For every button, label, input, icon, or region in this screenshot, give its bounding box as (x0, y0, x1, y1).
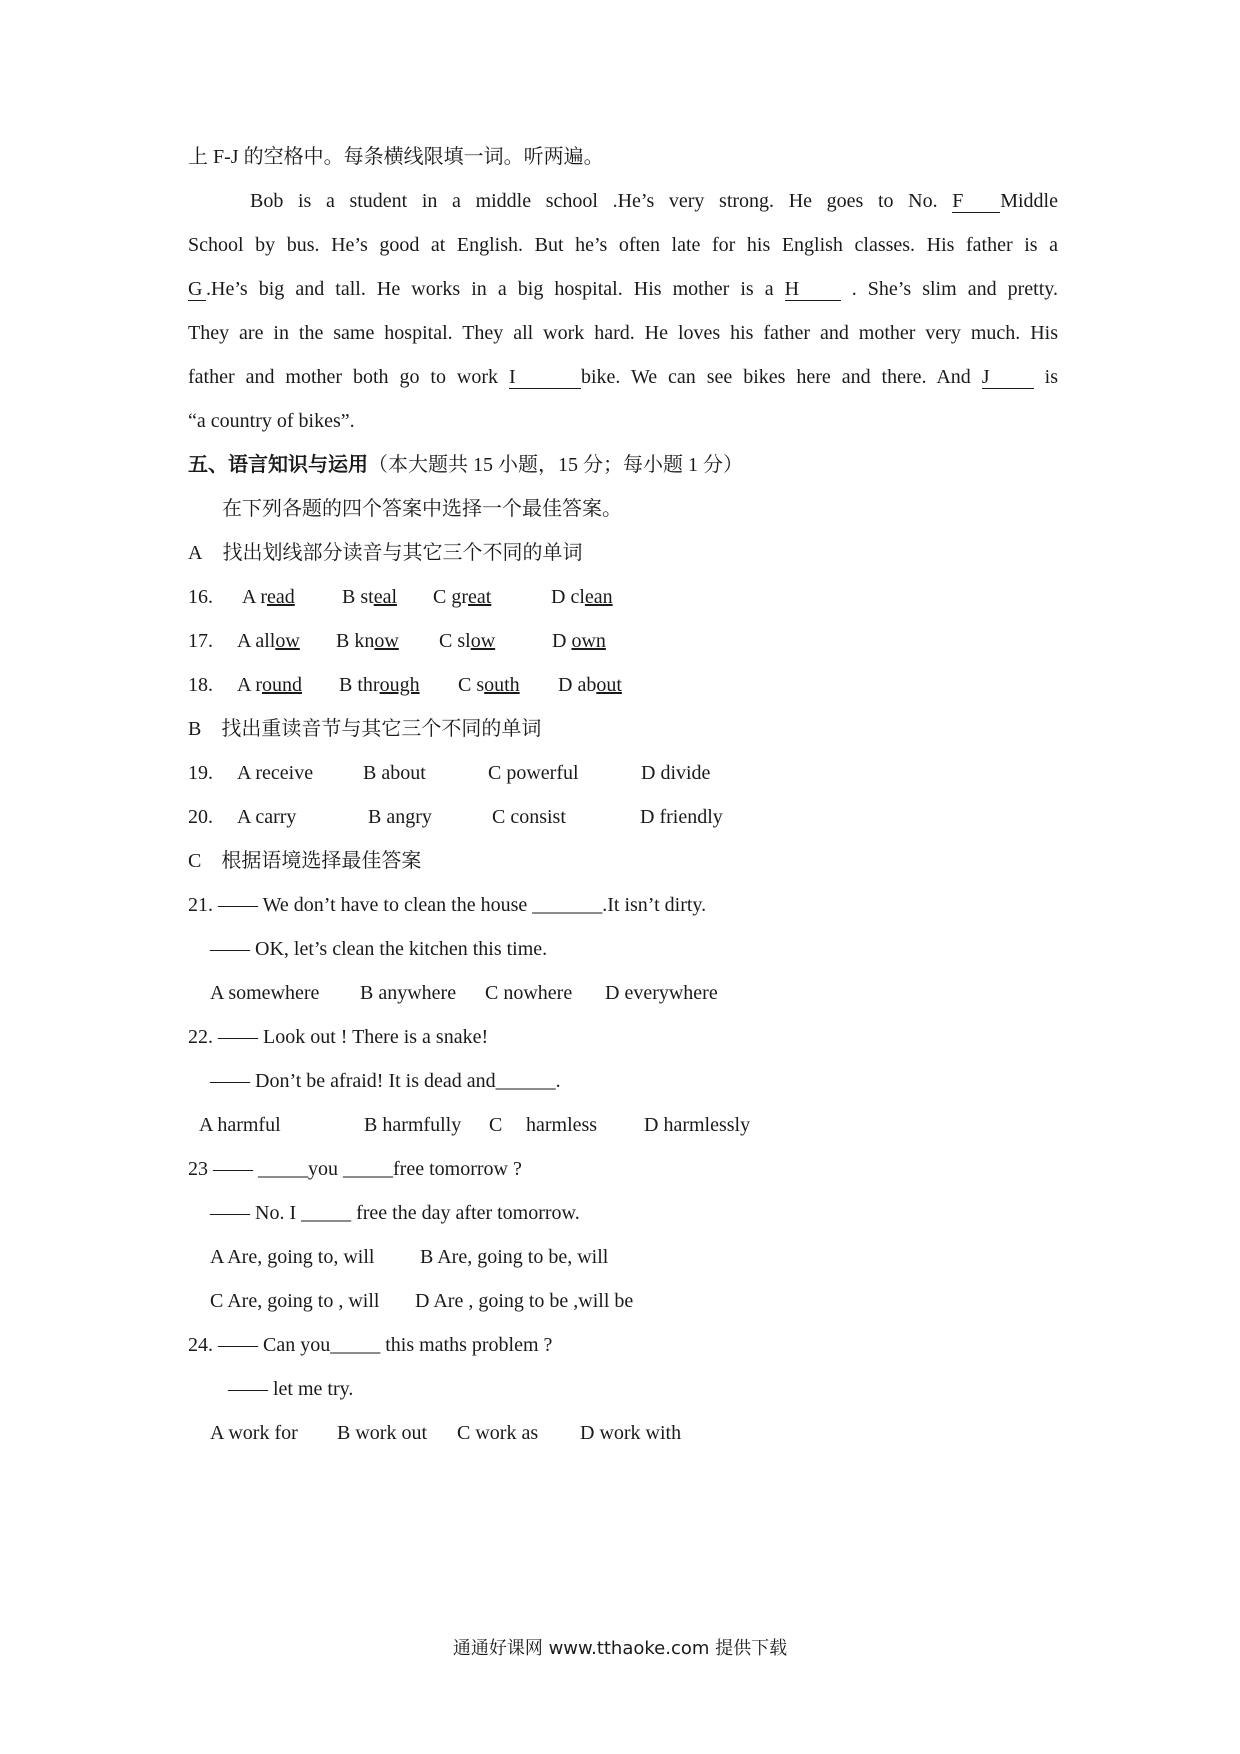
dialogue-dash: —— (218, 1026, 258, 1048)
question-16 (188, 584, 613, 610)
option-a: A work for (210, 1422, 298, 1444)
part-letter: B (188, 718, 202, 740)
question-24-reply (228, 1376, 353, 1402)
passage-text: School by bus. He’s good at English. But he’s often late for his English classes. His father is a (188, 234, 1058, 256)
option-c: C nowhere (485, 982, 573, 1004)
question-number: 18. (188, 674, 213, 696)
part-letter: C (188, 850, 202, 872)
option-b: B know (336, 630, 399, 652)
option-d: D everywhere (605, 982, 718, 1004)
blank-F: F (952, 190, 1000, 213)
question-text: _____ (343, 1158, 393, 1180)
option-b: B harmfully (364, 1114, 462, 1136)
section5-instruction (222, 496, 622, 522)
option-d: D divide (641, 762, 711, 784)
dialogue-dash: —— (213, 1158, 253, 1180)
option-b: B angry (368, 806, 432, 828)
question-21-reply (210, 936, 547, 962)
blank-H: H (785, 278, 841, 301)
question-number: 23 (188, 1158, 208, 1180)
part-title: 找出划线部分读音与其它三个不同的单词 (222, 542, 583, 564)
option-c: C slow (439, 630, 496, 652)
blank-G: G (188, 278, 206, 301)
reply-text: Don’t be afraid! It is dead and______. (255, 1070, 561, 1092)
question-17 (188, 628, 606, 654)
question-text: free tomorrow ? (393, 1158, 522, 1180)
question-21 (188, 892, 706, 918)
passage-text: .He’s big and tall. He works in a big hospital. His mother is a (206, 278, 774, 300)
question-number: 24. (188, 1334, 213, 1356)
section-note: （本大题共 15 小题，15 分；每小题 1 分） (368, 454, 743, 476)
reply-text: let me try. (273, 1378, 354, 1400)
question-23 (188, 1156, 522, 1182)
dialogue-dash: —— (218, 894, 258, 916)
option-c: C Are, going to , will (210, 1290, 380, 1312)
option-c: C powerful (488, 762, 579, 784)
option-a: A receive (237, 762, 314, 784)
question-number: 19. (188, 762, 213, 784)
option-a: A round (237, 674, 302, 696)
question-18 (188, 672, 622, 698)
intro-tail (188, 144, 604, 170)
dialogue-dash: —— (210, 1070, 250, 1092)
blank-I: I (509, 366, 581, 389)
option-d: D about (558, 674, 622, 696)
part-letter: A (188, 542, 203, 564)
question-text: Look out ! There is a snake! (263, 1026, 489, 1048)
option-a: A carry (237, 806, 297, 828)
passage-text: . She’s slim and pretty. (851, 278, 1058, 300)
option-a: A allow (237, 630, 300, 652)
option-b: B steal (342, 586, 397, 608)
question-20 (188, 804, 723, 830)
section5-header (188, 452, 743, 478)
part-title: 根据语境选择最佳答案 (221, 850, 422, 872)
section-title: 五、语言知识与运用 (188, 454, 368, 476)
option-a: A harmful (199, 1114, 281, 1136)
passage-text: “a country of bikes”. (188, 410, 355, 432)
passage-line-6 (188, 408, 355, 434)
option-b: B about (363, 762, 426, 784)
option-c-letter: C (489, 1114, 503, 1136)
option-c: harmless (526, 1114, 598, 1136)
question-19 (188, 760, 711, 786)
option-d: D own (552, 630, 606, 652)
question-number: 22. (188, 1026, 213, 1048)
option-b: B anywhere (360, 982, 457, 1004)
part-title: 找出重读音节与其它三个不同的单词 (221, 718, 542, 740)
reply-text: OK, let’s clean the kitchen this time. (255, 938, 548, 960)
question-text: We don’t have to clean the house _______.It isn’t dirty. (262, 894, 707, 916)
option-b: B work out (337, 1422, 427, 1444)
option-b: B Are, going to be, will (420, 1246, 609, 1268)
option-d: D friendly (640, 806, 723, 828)
passage-text: Middle (1000, 190, 1058, 212)
passage-line-2 (188, 232, 1058, 258)
option-c: C work as (457, 1422, 539, 1444)
passage-text: Bob is a student in a middle school .He’s very strong. He goes to No. (250, 190, 938, 212)
option-d: D Are , going to be ,will be (415, 1290, 634, 1312)
page-footer: 通通好课网 www.tthaoke.com 提供下载 (452, 1638, 788, 1659)
intro-text: 上 F-J 的空格中。每条横线限填一词。听两遍。 (188, 146, 604, 168)
option-a: A somewhere (210, 982, 320, 1004)
option-b: B through (339, 674, 420, 696)
instruction-text: 在下列各题的四个答案中选择一个最佳答案。 (222, 498, 622, 520)
question-number: 20. (188, 806, 213, 828)
option-c: C south (458, 674, 520, 696)
question-22-reply (210, 1068, 561, 1094)
passage-text: bike. We can see bikes here and there. And (580, 366, 971, 388)
option-c: C great (433, 586, 492, 608)
partA-heading (188, 540, 582, 566)
option-d: D clean (551, 586, 613, 608)
passage-text: father and mother both go to work (188, 366, 498, 388)
passage-text: They are in the same hospital. They all work hard. He loves his father and mother very much. His (188, 322, 1058, 344)
question-number: 17. (188, 630, 213, 652)
passage-line-5 (188, 364, 1058, 390)
option-c: C consist (492, 806, 566, 828)
option-d: D harmlessly (644, 1114, 751, 1136)
question-text: _____you (258, 1158, 338, 1180)
passage-text: is (1044, 366, 1058, 388)
dialogue-dash: —— (218, 1334, 258, 1356)
question-23-reply (210, 1200, 580, 1226)
option-d: D work with (580, 1422, 682, 1444)
reply-text: No. I _____ free the day after tomorrow. (255, 1202, 580, 1224)
partC-heading (188, 848, 421, 874)
passage-line-3 (188, 276, 1058, 302)
partB-heading (188, 716, 541, 742)
question-22 (188, 1024, 488, 1050)
dialogue-dash: —— (210, 938, 250, 960)
passage-line-4 (188, 320, 1058, 346)
question-text: Can you_____ this maths problem ? (263, 1334, 553, 1356)
blank-J: J (982, 366, 1034, 389)
passage-line-1 (250, 188, 1058, 214)
question-number: 21. (188, 894, 213, 916)
question-24 (188, 1332, 552, 1358)
dialogue-dash: —— (210, 1202, 250, 1224)
dialogue-dash: —— (228, 1378, 268, 1400)
option-a: A Are, going to, will (210, 1246, 375, 1268)
option-a: A read (242, 586, 295, 608)
question-number: 16. (188, 586, 213, 608)
